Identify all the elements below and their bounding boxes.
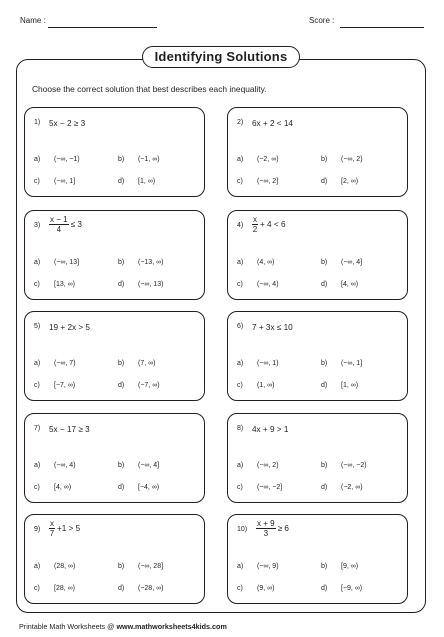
- answer-option[interactable]: [34, 281, 75, 288]
- option-letter: d): [118, 382, 125, 389]
- answer-option[interactable]: [34, 462, 76, 469]
- option-interval: [1, ∞): [138, 178, 156, 185]
- answer-option[interactable]: [321, 462, 367, 469]
- question-box: [227, 311, 408, 401]
- option-letter: d): [321, 281, 328, 288]
- option-interval: (−∞, 7): [54, 360, 76, 367]
- option-interval: (−∞, 9): [257, 563, 279, 570]
- question-inequality: [49, 215, 82, 234]
- option-interval: (−2, ∞): [341, 484, 363, 491]
- answer-option[interactable]: [237, 484, 282, 491]
- answer-option[interactable]: [34, 178, 75, 185]
- answer-option[interactable]: [321, 178, 358, 185]
- fraction-denominator: 3: [263, 529, 269, 538]
- question-number: 3): [34, 222, 41, 229]
- score-label: Score :: [309, 16, 335, 25]
- option-letter: d): [321, 484, 328, 491]
- option-letter: a): [34, 462, 41, 469]
- option-letter: b): [321, 259, 328, 266]
- option-interval: (−1, ∞): [138, 156, 160, 163]
- question-inequality: 19 + 2x > 5: [49, 323, 90, 332]
- question-inequality: 6x + 2 < 14: [252, 119, 293, 128]
- answer-option[interactable]: [321, 259, 362, 266]
- option-interval: (−7, ∞): [138, 382, 160, 389]
- question-number: 6): [237, 323, 244, 330]
- question-inequality: 7 + 3x ≤ 10: [252, 323, 293, 332]
- question-inequality: [49, 519, 80, 538]
- question-number: 7): [34, 425, 41, 432]
- question-inequality: [252, 215, 286, 234]
- fraction: [49, 519, 55, 538]
- answer-option[interactable]: [118, 563, 163, 570]
- option-interval: (−∞, −2): [341, 462, 367, 469]
- fraction-numerator: x: [253, 215, 257, 224]
- question-number: 2): [237, 119, 244, 126]
- question-number: 10): [237, 526, 248, 533]
- question-box: [24, 210, 205, 300]
- option-interval: (4, ∞): [257, 259, 275, 266]
- fraction: [252, 215, 258, 234]
- option-letter: a): [237, 259, 244, 266]
- answer-option[interactable]: [118, 462, 159, 469]
- option-interval: (−∞, 1]: [341, 360, 363, 367]
- option-interval: (−13, ∞): [138, 259, 164, 266]
- option-interval: (−∞, 13]: [54, 259, 80, 266]
- question-box: [24, 311, 205, 401]
- answer-option[interactable]: [321, 156, 363, 163]
- fraction-denominator: 4: [56, 225, 62, 234]
- answer-option[interactable]: [321, 382, 358, 389]
- option-letter: a): [34, 360, 41, 367]
- score-line[interactable]: [340, 27, 424, 28]
- option-interval: (1, ∞): [257, 382, 275, 389]
- fraction-numerator: x + 9: [257, 519, 275, 528]
- option-letter: c): [237, 382, 243, 389]
- worksheet-title: Identifying Solutions: [142, 46, 300, 68]
- footer: [19, 622, 227, 631]
- answer-option[interactable]: [237, 382, 274, 389]
- option-interval: [4, ∞): [341, 281, 359, 288]
- inequality-rest: +1 > 5: [57, 524, 81, 533]
- option-letter: b): [118, 563, 125, 570]
- option-interval: [2, ∞): [341, 178, 359, 185]
- question-box: [227, 413, 408, 503]
- question-number: 5): [34, 323, 41, 330]
- inequality-rest: ≤ 3: [70, 220, 82, 229]
- answer-option[interactable]: [237, 360, 279, 367]
- question-box: [227, 514, 408, 604]
- answer-option[interactable]: [237, 178, 278, 185]
- answer-option[interactable]: [34, 563, 75, 570]
- answer-option[interactable]: [237, 585, 274, 592]
- option-interval: [13, ∞): [54, 281, 75, 288]
- option-interval: (−∞, 4]: [341, 259, 363, 266]
- option-letter: a): [237, 156, 244, 163]
- option-interval: [28, ∞): [54, 585, 75, 592]
- option-interval: [4, ∞): [54, 484, 72, 491]
- fraction: [256, 519, 276, 538]
- answer-option[interactable]: [321, 360, 362, 367]
- option-interval: (−∞, 2]: [257, 178, 279, 185]
- question-number: 1): [34, 119, 41, 126]
- option-letter: b): [118, 462, 125, 469]
- option-interval: (−∞, 13): [138, 281, 164, 288]
- option-interval: (9, ∞): [257, 585, 275, 592]
- option-letter: c): [237, 281, 243, 288]
- answer-option[interactable]: [34, 156, 80, 163]
- fraction-denominator: 7: [49, 529, 55, 538]
- option-letter: c): [34, 585, 40, 592]
- answer-option[interactable]: [321, 484, 363, 491]
- question-number: 9): [34, 526, 41, 533]
- answer-option[interactable]: [118, 259, 163, 266]
- option-interval: (−28, ∞): [138, 585, 164, 592]
- answer-option[interactable]: [34, 360, 76, 367]
- option-letter: c): [237, 178, 243, 185]
- footer-prefix: Printable Math Worksheets @: [19, 622, 117, 631]
- question-box: [24, 107, 205, 197]
- answer-option[interactable]: [34, 484, 71, 491]
- name-label: Name :: [20, 16, 46, 25]
- answer-option[interactable]: [321, 563, 358, 570]
- option-letter: b): [118, 259, 125, 266]
- option-interval: (−∞, −1): [54, 156, 80, 163]
- option-letter: c): [237, 484, 243, 491]
- option-interval: (−∞, 4]: [138, 462, 160, 469]
- answer-option[interactable]: [237, 563, 279, 570]
- fraction-denominator: 2: [252, 225, 258, 234]
- option-letter: c): [34, 382, 40, 389]
- option-letter: b): [321, 563, 328, 570]
- option-interval: (−∞, 4): [54, 462, 76, 469]
- option-letter: a): [34, 563, 41, 570]
- answer-option[interactable]: [34, 259, 79, 266]
- option-interval: [−4, ∞): [138, 484, 160, 491]
- option-letter: d): [321, 178, 328, 185]
- answer-option[interactable]: [321, 585, 362, 592]
- answer-option[interactable]: [118, 484, 159, 491]
- fraction-numerator: x − 1: [50, 215, 68, 224]
- option-interval: (28, ∞): [54, 563, 76, 570]
- option-interval: (−2, ∞): [257, 156, 279, 163]
- answer-option[interactable]: [118, 156, 160, 163]
- option-letter: d): [118, 178, 125, 185]
- option-interval: [−7, ∞): [54, 382, 76, 389]
- option-letter: d): [321, 585, 328, 592]
- answer-option[interactable]: [118, 382, 160, 389]
- option-letter: d): [118, 484, 125, 491]
- question-number: 8): [237, 425, 244, 432]
- option-interval: (7, ∞): [138, 360, 156, 367]
- question-inequality: 5x − 17 ≥ 3: [49, 425, 90, 434]
- question-number: 4): [237, 222, 244, 229]
- footer-site[interactable]: www.mathworksheets4kids.com: [116, 622, 227, 631]
- answer-option[interactable]: [118, 178, 155, 185]
- option-interval: [9, ∞): [341, 563, 359, 570]
- option-letter: b): [321, 156, 328, 163]
- answer-option[interactable]: [34, 585, 75, 592]
- option-interval: (−∞, 2): [257, 462, 279, 469]
- option-letter: a): [34, 259, 41, 266]
- option-letter: c): [34, 281, 40, 288]
- answer-option[interactable]: [237, 156, 279, 163]
- option-interval: (−∞, 4): [257, 281, 279, 288]
- name-line[interactable]: [48, 27, 157, 28]
- option-letter: c): [34, 178, 40, 185]
- inequality-rest: + 4 < 6: [260, 220, 286, 229]
- answer-option[interactable]: [118, 360, 155, 367]
- instructions: Choose the correct solution that best describes each inequality.: [32, 84, 267, 94]
- option-interval: (−∞, 2): [341, 156, 363, 163]
- answer-option[interactable]: [237, 462, 279, 469]
- option-interval: [1, ∞): [341, 382, 359, 389]
- fraction: [49, 215, 69, 234]
- question-inequality: 4x + 9 > 1: [252, 425, 289, 434]
- option-letter: a): [237, 360, 244, 367]
- option-letter: b): [118, 156, 125, 163]
- question-box: [24, 413, 205, 503]
- option-interval: (−∞, −2]: [257, 484, 283, 491]
- option-letter: c): [237, 585, 243, 592]
- option-interval: (−∞, 1): [257, 360, 279, 367]
- question-box: [227, 210, 408, 300]
- answer-option[interactable]: [237, 281, 279, 288]
- option-letter: c): [34, 484, 40, 491]
- fraction-numerator: x: [50, 519, 54, 528]
- answer-option[interactable]: [321, 281, 358, 288]
- answer-option[interactable]: [34, 382, 75, 389]
- option-letter: d): [321, 382, 328, 389]
- question-inequality: 5x − 2 ≥ 3: [49, 119, 86, 128]
- option-letter: b): [321, 360, 328, 367]
- question-box: [227, 107, 408, 197]
- option-letter: b): [321, 462, 328, 469]
- option-interval: (−∞, 28]: [138, 563, 164, 570]
- option-interval: [−9, ∞): [341, 585, 363, 592]
- option-letter: a): [237, 563, 244, 570]
- option-letter: a): [34, 156, 41, 163]
- question-box: [24, 514, 205, 604]
- answer-option[interactable]: [118, 585, 163, 592]
- question-inequality: [256, 519, 289, 538]
- option-letter: a): [237, 462, 244, 469]
- option-letter: d): [118, 281, 125, 288]
- option-letter: d): [118, 585, 125, 592]
- answer-option[interactable]: [237, 259, 274, 266]
- inequality-rest: ≥ 6: [277, 524, 289, 533]
- answer-option[interactable]: [118, 281, 163, 288]
- option-letter: b): [118, 360, 125, 367]
- option-interval: (−∞, 1]: [54, 178, 76, 185]
